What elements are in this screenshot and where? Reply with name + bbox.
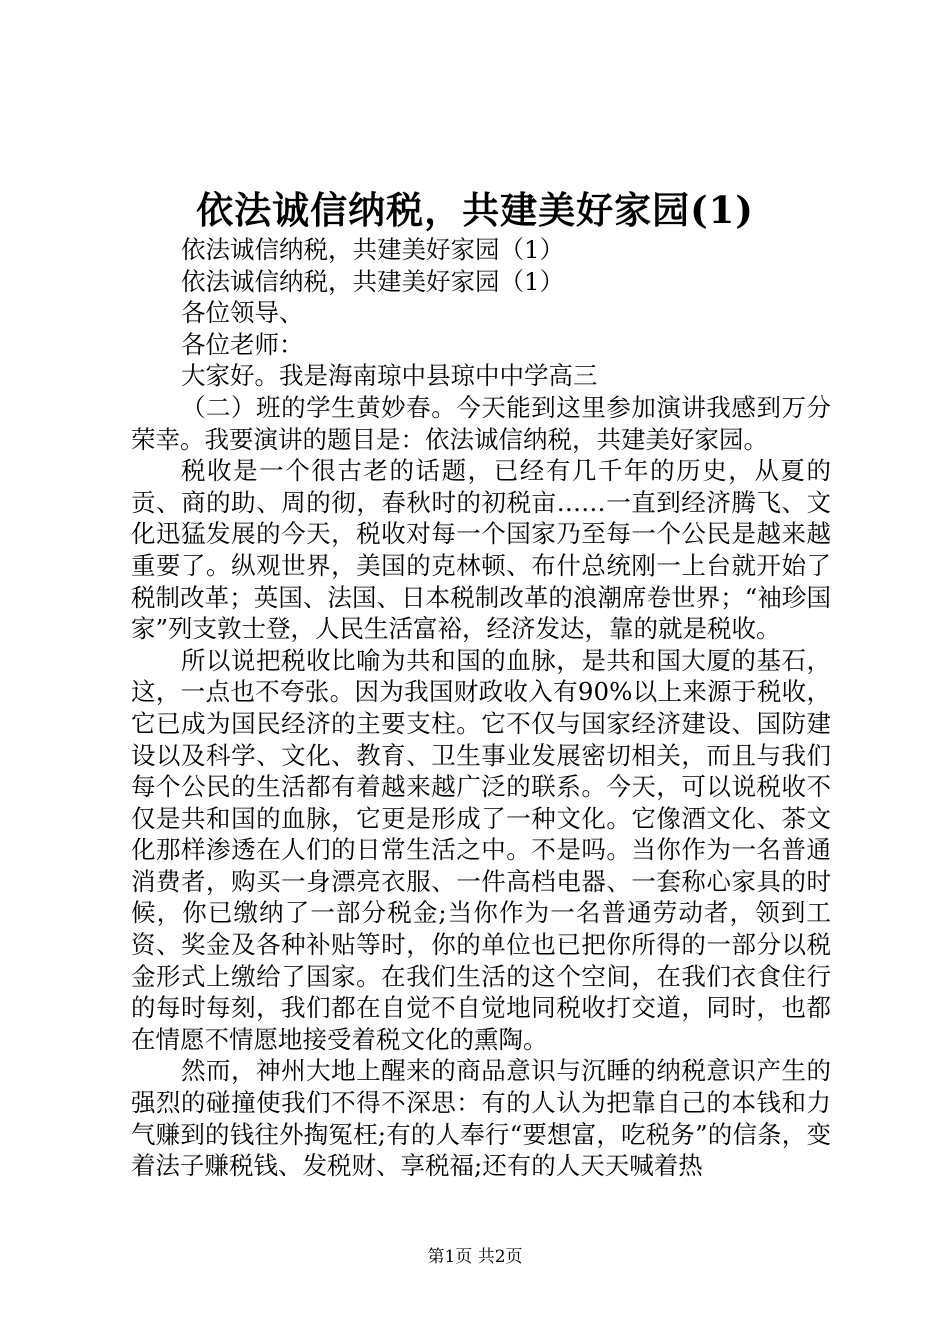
body-paragraph: 税收是一个很古老的话题，已经有几千年的历史，从夏的贡、商的助、周的彻，春秋时的初税亩……一直到经济腾飞、文化迅猛发展的今天，税收对每一个国家乃至每一个公民是越来越重要了。纵观世界，美国的克林顿、布什总统刚一上台就开始了税制改革；英国、法国、日本税制改革的浪潮席卷世界；“袖珍国家”列支敦士登，人民生活富裕，经济发达，靠的就是税收。 [131,456,831,644]
greeting-line: 大家好。我是海南琼中县琼中中学高三 [181,361,598,391]
salutation-line: 各位领导、 [181,298,304,328]
body-paragraph: 所以说把税收比喻为共和国的血脉，是共和国大厦的基石，这，一点也不夸张。因为我国财政收入有90%以上来源于税收，它已成为国民经济的主要支柱。它不仅与国家经济建设、国防建设以及科学、文化、教育、卫生事业发展密切相关，而且与我们每个公民的生活都有着越来越广泛的联系。今天，可以说税收不仅是共和国的血脉，它更是形成了一种文化。它像酒文化、茶文化那样渗透在人们的日常生活之中。不是吗。当你作为一名普通消费者，购买一身漂亮衣服、一件高档电器、一套称心家具的时候，你已缴纳了一部分税金;当你作为一名普通劳动者，领到工资、奖金及各种补贴等时，你的单位也已把你所得的一部分以税金形式上缴给了国家。在我们生活的这个空间，在我们衣食住行的每时每刻，我们都在自觉不自觉地同税收打交道，同时，也都在情愿不情愿地接受着税文化的熏陶。 [131,645,831,1054]
document-body [131,234,831,1182]
salutation-line: 各位老师： [181,329,304,359]
body-paragraph: 然而，神州大地上醒来的商品意识与沉睡的纳税意识产生的强烈的碰撞使我们不得不深思：有的人认为把靠自己的本钱和力气赚到的钱往外掏冤枉;有的人奉行“要想富，吃税务”的信条，变着法子赚税钱、发税财、享税福;还有的人天天喊着热 [131,1056,831,1181]
page-footer: 第1页 共2页 [427,1247,523,1267]
subtitle-line: 依法诚信纳税，共建美好家园（1） [181,235,565,264]
body-paragraph: （二）班的学生黄妙春。今天能到这里参加演讲我感到万分荣幸。我要演讲的题目是：依法诚信纳税，共建美好家园。 [131,392,831,454]
subtitle-line: 依法诚信纳税，共建美好家园（1） [181,266,565,296]
document-title: 依法诚信纳税，共建美好家园(1) [196,188,754,232]
